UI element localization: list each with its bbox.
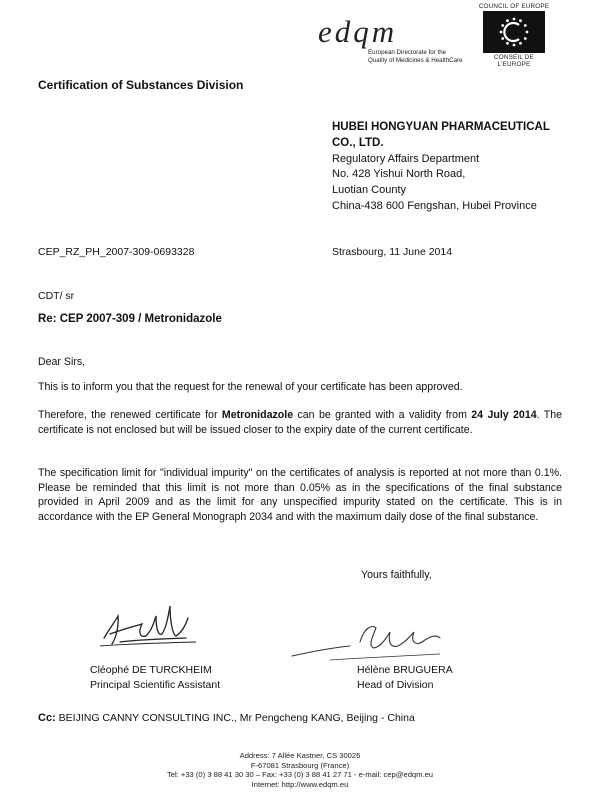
cc-label: Cc:	[38, 712, 56, 724]
council-of-europe-logo	[478, 3, 550, 68]
council-flag	[483, 11, 545, 53]
validity-date: 24 July 2014	[471, 409, 537, 421]
initials: CDT/ sr	[38, 290, 75, 302]
cc-line	[38, 712, 415, 724]
paragraph-3: The specification limit for "individual impurity" on the certificates of analysis is reported at not more than 0.1%. Please be reminded that this limit is not more than 0.05% as in the specifications of the final substance provided in April 2009 and as the limit for any unspecified impurity stated on the certificate. This is in accordance with the EP General Monograph 2034 and with the maximum daily dose of the final substance.	[38, 467, 562, 523]
edqm-logo	[318, 14, 468, 64]
edqm-logo-text: edqm	[318, 14, 398, 49]
signer-right	[357, 663, 453, 693]
signature-left-icon	[96, 598, 206, 654]
signer-left	[90, 663, 220, 693]
recipient-address	[332, 120, 550, 215]
subject-line: Re: CEP 2007-309 / Metronidazole	[38, 313, 222, 325]
place-date: Strasbourg, 11 June 2014	[332, 246, 453, 258]
stars-circle-icon	[483, 11, 545, 53]
council-top-label: COUNCIL OF EUROPE	[478, 3, 550, 10]
salutation: Dear Sirs,	[38, 356, 86, 368]
recipient-city: China-438 600 Fengshan, Hubei Province	[332, 199, 537, 212]
edqm-logo-subtitle: European Directorate for the Quality of Medicines & HealthCare	[368, 49, 463, 64]
division-heading: Certification of Substances Division	[38, 78, 244, 92]
signer-right-title: Head of Division	[357, 679, 434, 691]
recipient-company-line1: HUBEI HONGYUAN PHARMACEUTICAL	[332, 121, 550, 133]
footer-internet: Internet: http://www.edqm.eu	[251, 779, 349, 789]
footer-address-1: Address: 7 Allée Kastner, CS 30026	[239, 751, 361, 760]
recipient-street: No. 428 Yishui North Road,	[332, 168, 466, 181]
paragraph-1: This is to inform you that the request for the renewal of your certificate has been approved.	[38, 381, 463, 393]
footer	[0, 751, 600, 789]
reference-number: CEP_RZ_PH_2007-309-0693328	[38, 246, 195, 258]
cc-text: BEIJING CANNY CONSULTING INC., Mr Pengcheng KANG, Beijing - China	[55, 712, 415, 724]
footer-contact: Tel: +33 (0) 3 88 41 30 30 – Fax: +33 (0) 3 88 41 27 71 - e-mail: cep@edqm.eu	[166, 770, 434, 780]
recipient-county: Luotian County	[332, 184, 406, 197]
substance-name: Metronidazole	[221, 409, 294, 421]
council-bottom-label: CONSEIL DE L'EUROPE	[494, 54, 534, 68]
signer-left-name: Cléophé DE TURCKHEIM	[90, 664, 212, 676]
recipient-company-line2: CO., LTD.	[332, 136, 384, 149]
signer-right-name: Hélène BRUGUERA	[357, 664, 453, 676]
footer-address-2: F-67081 Strasbourg (France)	[250, 760, 350, 770]
signer-left-title: Principal Scientific Assistant	[90, 679, 221, 691]
closing: Yours faithfully,	[361, 569, 432, 581]
paragraph-2: Therefore, the renewed certificate for Metronidazole can be granted with a validity from 24 July 2014. The certificate is not enclosed but will be issued closer to the expiry date of the current certificate.	[38, 409, 563, 436]
recipient-department: Regulatory Affairs Department	[332, 152, 480, 165]
